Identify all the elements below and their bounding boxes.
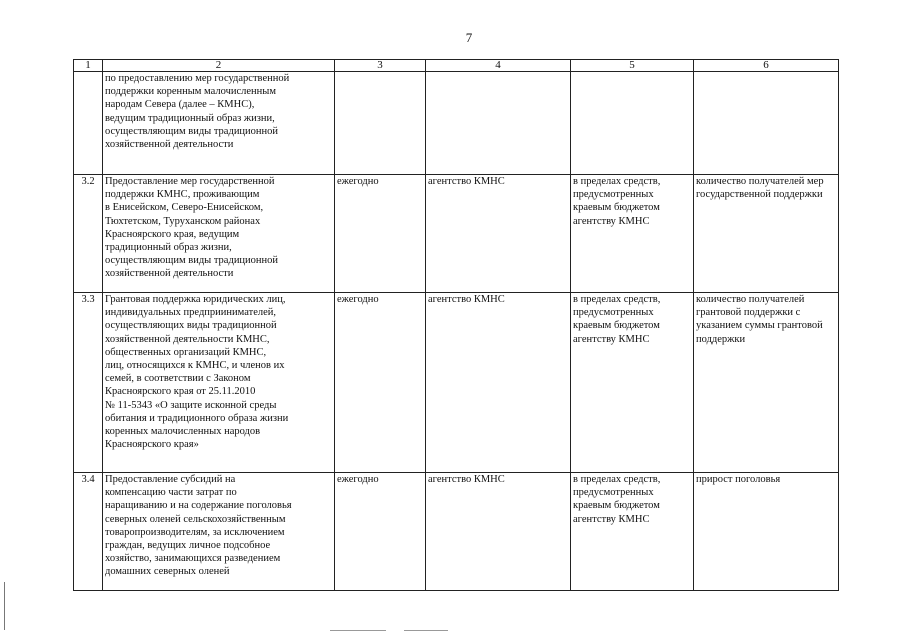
description-line: традиционный образ жизни,: [105, 242, 232, 254]
funding-cell: [571, 293, 694, 473]
funding-cell: [571, 473, 694, 591]
description-line: хозяйственной деятельности: [105, 268, 234, 280]
description-line: поддержки коренным малочисленным: [105, 86, 276, 98]
indicator-line: грантовой поддержки с: [696, 307, 801, 319]
funding-line: краевым бюджетом: [573, 202, 660, 214]
description-line: Грантовая поддержка юридических лиц,: [105, 294, 286, 305]
column-number-row: [74, 60, 839, 72]
description-line: осуществляющим виды традиционной: [105, 255, 279, 267]
table-row: [74, 72, 839, 175]
description-line: осуществляющим виды традиционной: [105, 125, 279, 137]
executor-cell: [426, 72, 571, 175]
funding-line: предусмотренных: [573, 307, 654, 319]
description-line: домашних северных оленей: [105, 566, 230, 578]
period-cell: ежегодно: [335, 293, 426, 473]
description-line: северных оленей сельскохозяйственным: [105, 513, 286, 525]
description-line: ведущим традиционный образ жизни,: [105, 112, 275, 124]
description-line: семей, в соответствии с Законом: [105, 373, 251, 385]
period-cell: [335, 72, 426, 175]
table-row: [74, 175, 839, 293]
description-line: Красноярского края»: [105, 439, 199, 451]
funding-line: агентству КМНС: [573, 215, 650, 227]
item-number-cell: [74, 72, 103, 175]
measure-description-cell: [103, 473, 335, 591]
description-line: поддержки КМНС, проживающим: [105, 189, 260, 201]
measure-description-cell: [103, 293, 335, 473]
column-number: 1: [74, 60, 103, 72]
item-number-cell: 3.3: [74, 293, 103, 473]
description-line: № 11-5343 «О защите исконной среды: [105, 399, 277, 411]
funding-cell: [571, 175, 694, 293]
description-line: в Енисейском, Северо-Енисейском,: [105, 202, 264, 214]
executor-cell: агентство КМНС: [426, 175, 571, 293]
description-line: компенсацию части затрат по: [105, 487, 237, 499]
funding-line: краевым бюджетом: [573, 500, 660, 512]
funding-line: предусмотренных: [573, 189, 654, 201]
table-row: [74, 473, 839, 591]
description-line: коренных малочисленных народов: [105, 426, 261, 438]
column-number: 3: [335, 60, 426, 72]
column-number: 5: [571, 60, 694, 72]
indicator-line: указанием суммы грантовой: [696, 320, 823, 332]
description-line: Предоставление мер государственной: [105, 176, 275, 187]
indicator-line: количество получателей: [696, 294, 805, 305]
footer-rule: [404, 630, 448, 631]
funding-line: в пределах средств,: [573, 474, 661, 485]
indicator-line: поддержки: [696, 333, 746, 345]
description-line: народам Севера (далее – КМНС),: [105, 99, 255, 111]
page-number: 7: [465, 30, 473, 45]
item-number-cell: 3.2: [74, 175, 103, 293]
description-line: товаропроизводителям, за исключением: [105, 526, 285, 538]
description-line: наращиванию и на содержание поголовья: [105, 500, 292, 512]
indicator-line: прирост поголовья: [696, 474, 781, 485]
funding-line: агентству КМНС: [573, 513, 650, 525]
measures-table: [73, 59, 839, 591]
item-number-cell: 3.4: [74, 473, 103, 591]
description-line: хозяйственной деятельности КМНС,: [105, 333, 270, 345]
period-cell: ежегодно: [335, 175, 426, 293]
table-row: [74, 293, 839, 473]
column-number: 6: [694, 60, 839, 72]
description-line: граждан, ведущих личное подсобное: [105, 540, 271, 552]
executor-cell: агентство КМНС: [426, 293, 571, 473]
description-line: по предоставлению мер государственной: [105, 73, 290, 84]
column-number: 2: [103, 60, 335, 72]
description-line: хозяйство, занимающихся разведением: [105, 553, 281, 565]
indicator-line: государственной поддержки: [696, 189, 823, 201]
description-line: Красноярского края от 25.11.2010: [105, 386, 256, 398]
period-cell: ежегодно: [335, 473, 426, 591]
indicator-line: количество получателей мер: [696, 176, 824, 187]
description-line: хозяйственной деятельности: [105, 139, 234, 151]
funding-line: краевым бюджетом: [573, 320, 660, 332]
description-line: Предоставление субсидий на: [105, 474, 236, 485]
column-number: 4: [426, 60, 571, 72]
margin-mark: [4, 582, 5, 630]
measure-description-cell: [103, 72, 335, 175]
indicator-cell: [694, 72, 839, 175]
indicator-cell: [694, 175, 839, 293]
funding-line: в пределах средств,: [573, 176, 661, 187]
description-line: обитания и традиционного образа жизни: [105, 412, 289, 424]
description-line: лиц, относящихся к КМНС, и членов их: [105, 360, 285, 372]
description-line: индивидуальных предприинимателей,: [105, 307, 276, 319]
funding-line: в пределах средств,: [573, 294, 661, 305]
description-line: Тюхтетском, Туруханском районах: [105, 215, 261, 227]
indicator-cell: [694, 473, 839, 591]
measure-description-cell: [103, 175, 335, 293]
executor-cell: агентство КМНС: [426, 473, 571, 591]
indicator-cell: [694, 293, 839, 473]
funding-line: агентству КМНС: [573, 333, 650, 345]
description-line: осуществляющих виды традиционной: [105, 320, 277, 332]
description-line: Красноярского края, ведущим: [105, 228, 240, 240]
funding-line: предусмотренных: [573, 487, 654, 499]
footer-rule: [330, 630, 386, 631]
description-line: общественных организаций КМНС,: [105, 346, 267, 358]
funding-cell: [571, 72, 694, 175]
